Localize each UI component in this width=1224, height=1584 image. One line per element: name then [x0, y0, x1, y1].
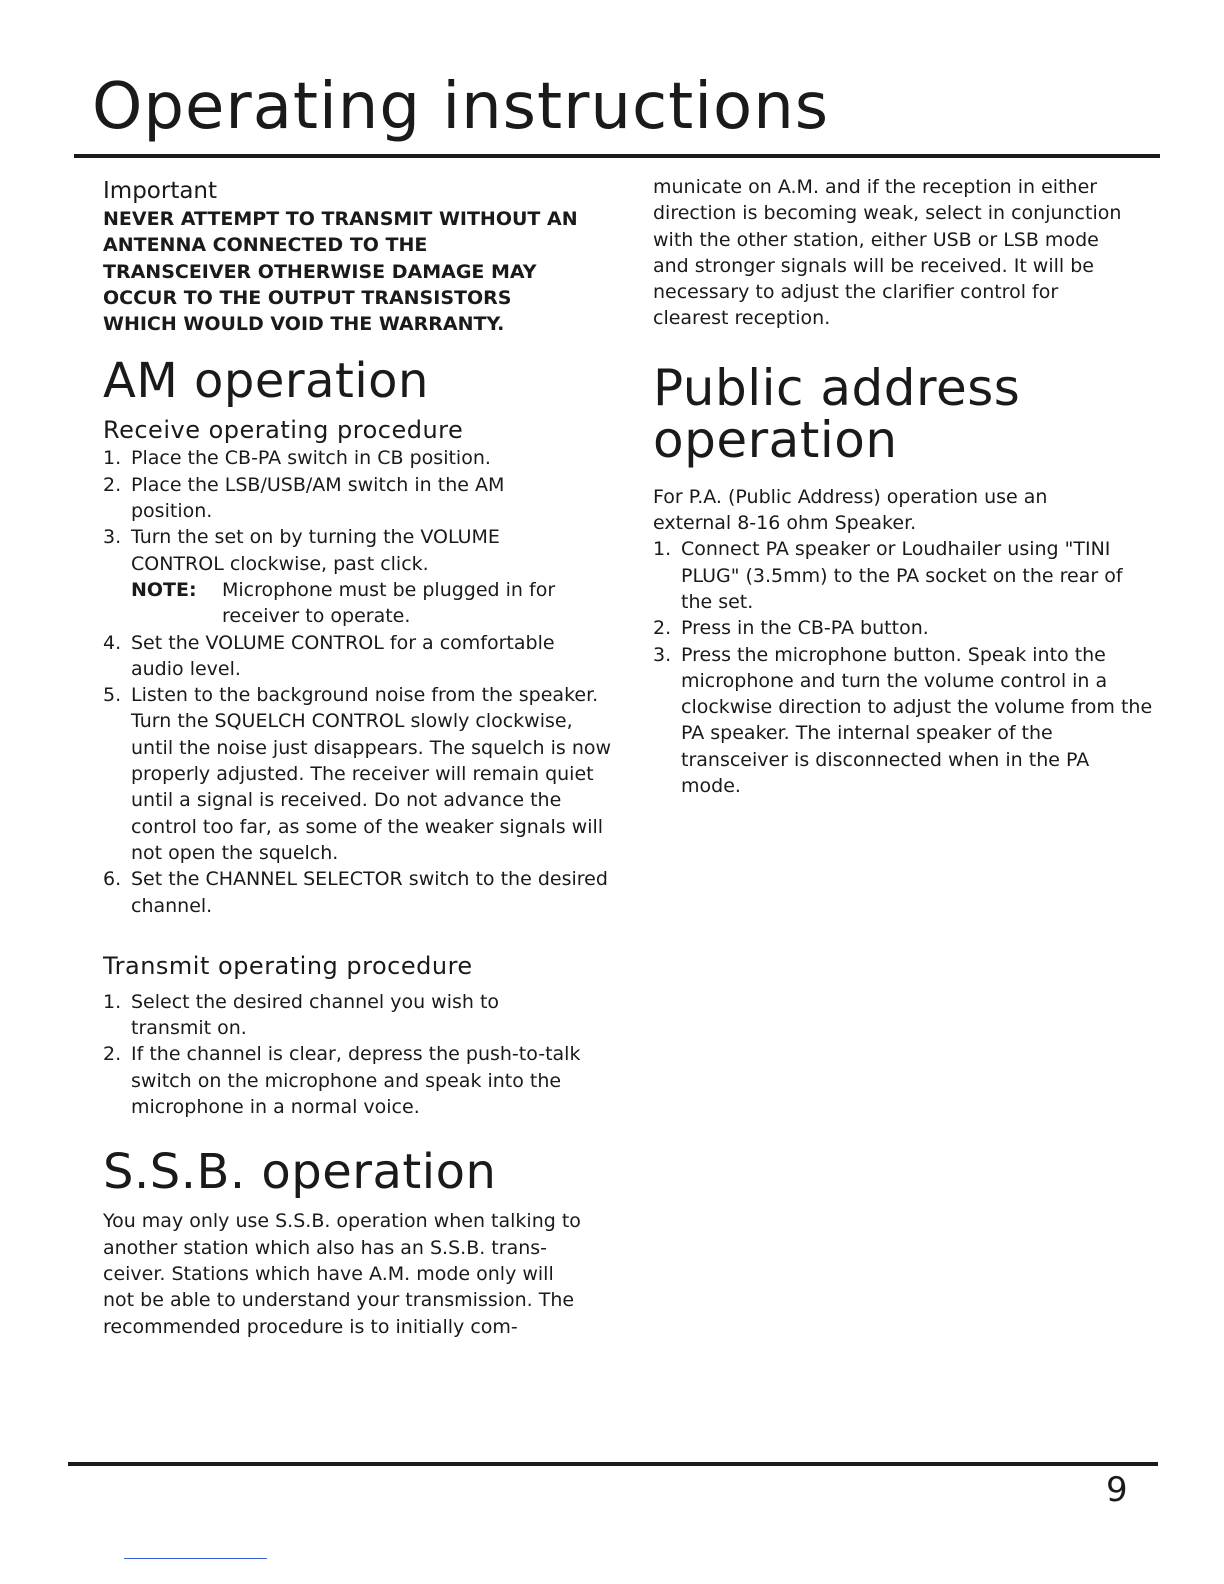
- note-label: NOTE:: [131, 578, 197, 601]
- ssb-operation-heading: S.S.B. operation: [103, 1144, 497, 1201]
- step-text: Connect PA speaker or Loudhailer using "TINI PLUG" (3.5mm) to the PA socket on the rear of the set.: [681, 538, 1123, 613]
- transmit-steps: [103, 989, 608, 1120]
- step-text: Turn the set on by turning the VOLUME CONTROL clockwise, past click.: [131, 526, 500, 575]
- step-number: 3.: [103, 526, 122, 549]
- step-number: 3.: [653, 643, 672, 666]
- note: [103, 577, 608, 630]
- step-number: 2.: [103, 1043, 122, 1066]
- list-item: [103, 866, 608, 919]
- ssb-paragraph-continued: municate on A.M. and if the reception in either direction is becoming weak, select in conjunction with the other station, either USB or LSB mode and stronger signals will be received. It will be necessary to adjust the clarifier control for clearest reception.: [653, 176, 1122, 330]
- step-number: 2.: [653, 617, 672, 640]
- list-item: [653, 642, 1153, 800]
- footer-link-line: [124, 1558, 267, 1559]
- step-number: 1.: [653, 538, 672, 561]
- pa-heading-line1: Public address: [653, 358, 1021, 417]
- step-number: 4.: [103, 631, 122, 654]
- pa-steps: [653, 536, 1153, 799]
- pa-heading-line2: operation: [653, 410, 898, 469]
- receive-steps: [103, 445, 612, 918]
- ssb-paragraph: You may only use S.S.B. operation when talking to another station which also has an S.S.B. trans-ceiver. Stations which have A.M. mode only will not be able to understand your transmission. The recommended procedure is to initially com-: [103, 1210, 581, 1338]
- list-item: [103, 682, 616, 866]
- right-column: [653, 174, 1153, 799]
- list-item: [653, 615, 1153, 641]
- step-text: Listen to the background noise from the speaker. Turn the SQUELCH CONTROL slowly clockwise, until the noise just disappears. The squelch is now properly adjusted. The receiver will remain quiet until a signal is received. Do not advance the control too far, as some of the weaker signals will not open the squelch.: [131, 684, 612, 864]
- top-rule: [74, 154, 1160, 158]
- step-text: Place the LSB/USB/AM switch in the AM position.: [131, 473, 505, 523]
- step-text: Press in the CB-PA button.: [681, 617, 929, 640]
- step-text: If the channel is clear, depress the push-to-talk switch on the microphone and speak into the microphone in a normal voice.: [131, 1043, 581, 1119]
- receive-procedure-heading: Receive operating procedure: [103, 416, 464, 445]
- step-number: 6.: [103, 868, 122, 891]
- note-text: Microphone must be plugged in for receiver to operate.: [222, 578, 556, 628]
- antenna-warning: NEVER ATTEMPT TO TRANSMIT WITHOUT AN ANTENNA CONNECTED TO THE TRANSCEIVER OTHERWISE DAMAGE MAY OCCUR TO THE OUTPUT TRANSISTORS WHICH WOULD VOID THE WARRANTY.: [103, 208, 578, 336]
- page-title: Operating instructions: [92, 70, 830, 144]
- pa-operation-heading: [653, 358, 1153, 469]
- important-section: [103, 174, 608, 337]
- list-item: [103, 630, 608, 683]
- step-text: Press the microphone button. Speak into the microphone and turn the volume control in a clockwise direction to adjust the volume from the PA speaker. The internal speaker of the transceiver is disconnected when in the PA mode.: [681, 643, 1153, 798]
- important-label: Important: [103, 178, 218, 204]
- step-number: 5.: [103, 684, 122, 707]
- left-column: [103, 174, 612, 1340]
- list-item: [103, 989, 541, 1042]
- list-item: [103, 524, 521, 577]
- am-operation-heading: AM operation: [103, 353, 429, 410]
- list-item: [103, 472, 551, 525]
- step-number: 1.: [103, 447, 122, 470]
- transmit-procedure-heading: Transmit operating procedure: [103, 951, 473, 980]
- step-number: 2.: [103, 473, 122, 496]
- list-item: [103, 1041, 608, 1120]
- list-item: [103, 445, 608, 471]
- step-text: Select the desired channel you wish to transmit on.: [131, 990, 500, 1040]
- step-text: Set the CHANNEL SELECTOR switch to the desired channel.: [131, 868, 608, 917]
- step-text: Set the VOLUME CONTROL for a comfortable audio level.: [131, 631, 555, 680]
- page-number: 9: [1106, 1470, 1128, 1510]
- pa-intro: For P.A. (Public Address) operation use an external 8-16 ohm Speaker.: [653, 485, 1048, 535]
- bottom-rule: [68, 1462, 1158, 1466]
- step-number: 1.: [103, 990, 122, 1013]
- list-item: [653, 536, 1153, 615]
- step-text: Place the CB-PA switch in CB position.: [131, 447, 491, 470]
